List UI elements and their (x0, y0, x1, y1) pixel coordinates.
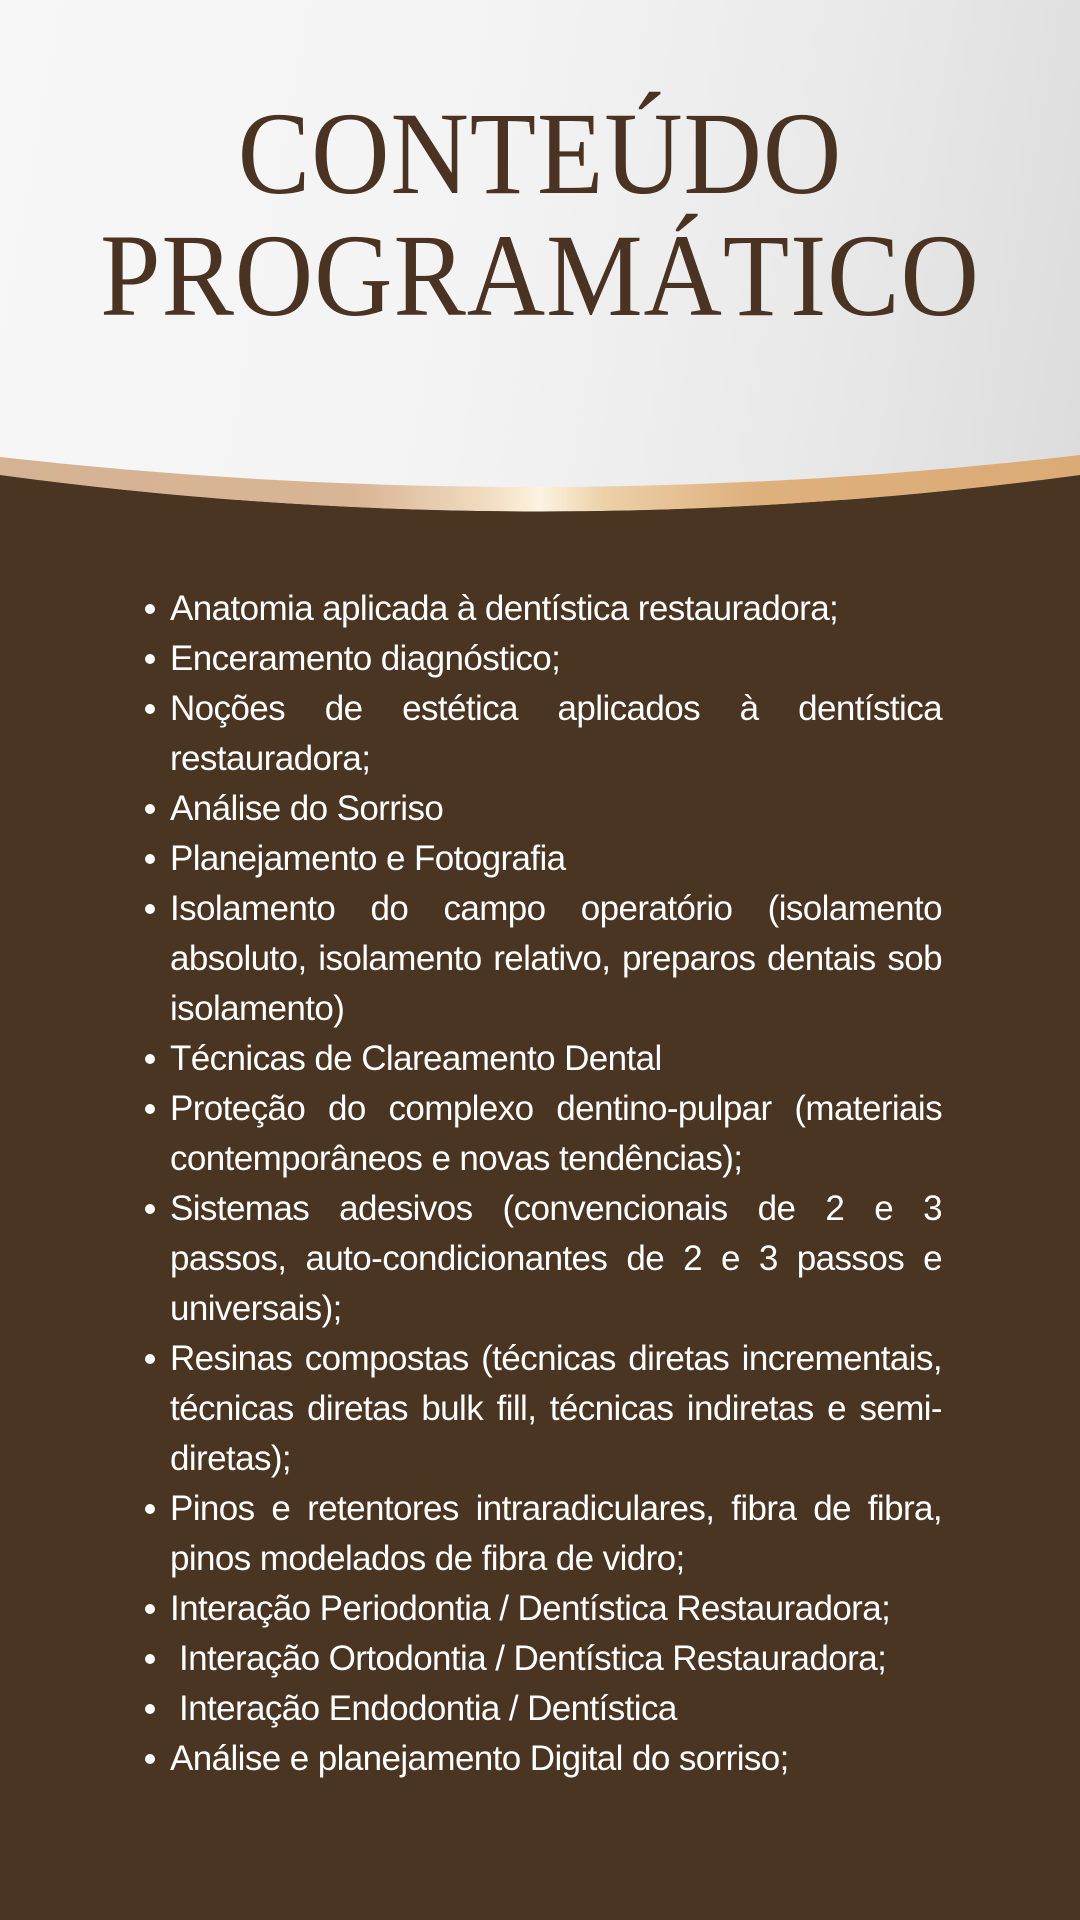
content-section (0, 530, 1080, 1920)
bullet-icon (145, 854, 155, 864)
header-section (0, 0, 1080, 500)
bullet-icon (145, 1054, 155, 1064)
bullet-icon (145, 704, 155, 714)
list-item: Anatomia aplicada à dentística restauradora; (170, 584, 942, 634)
list-item: Resinas compostas (técnicas diretas incrementais, técnicas diretas bulk fill, técnicas indiretas e semi-diretas); (170, 1334, 942, 1484)
bullet-icon (145, 1754, 155, 1764)
bullet-icon (145, 604, 155, 614)
title-line-conteudo: CONTEÚDO (237, 88, 843, 219)
bullet-icon (145, 1204, 155, 1214)
bullet-icon (145, 804, 155, 814)
bullet-icon (145, 1704, 155, 1714)
list-item: Interação Periodontia / Dentística Restauradora; (170, 1584, 942, 1634)
list-item: Análise e planejamento Digital do sorriso; (170, 1734, 942, 1784)
bullet-icon (145, 1504, 155, 1514)
bullet-icon (145, 1104, 155, 1114)
list-item: Planejamento e Fotografia (170, 834, 942, 884)
list-item: Isolamento do campo operatório (isolamento absoluto, isolamento relativo, preparos dentais sob isolamento) (170, 884, 942, 1034)
list-item: Interação Ortodontia / Dentística Restauradora; (170, 1634, 942, 1684)
bullet-icon (145, 904, 155, 914)
bullet-icon (145, 1354, 155, 1364)
list-item: Enceramento diagnóstico; (170, 634, 942, 684)
list-item: Pinos e retentores intraradiculares, fibra de fibra, pinos modelados de fibra de vidro; (170, 1484, 942, 1584)
list-item: Análise do Sorriso (170, 784, 942, 834)
list-item: Interação Endodontia / Dentística (170, 1684, 942, 1734)
gold-curved-divider (0, 430, 1080, 530)
bullet-icon (145, 1654, 155, 1664)
title-line-programatico: PROGRAMÁTICO (100, 210, 980, 341)
list-item: Noções de estética aplicados à dentística restauradora; (170, 684, 942, 784)
bullet-icon (145, 1604, 155, 1614)
list-item: Proteção do complexo dentino-pulpar (materiais contemporâneos e novas tendências); (170, 1084, 942, 1184)
topics-list (170, 584, 942, 1784)
list-item: Sistemas adesivos (convencionais de 2 e 3 passos, auto-condicionantes de 2 e 3 passos e universais); (170, 1184, 942, 1334)
bullet-icon (145, 654, 155, 664)
list-item: Técnicas de Clareamento Dental (170, 1034, 942, 1084)
